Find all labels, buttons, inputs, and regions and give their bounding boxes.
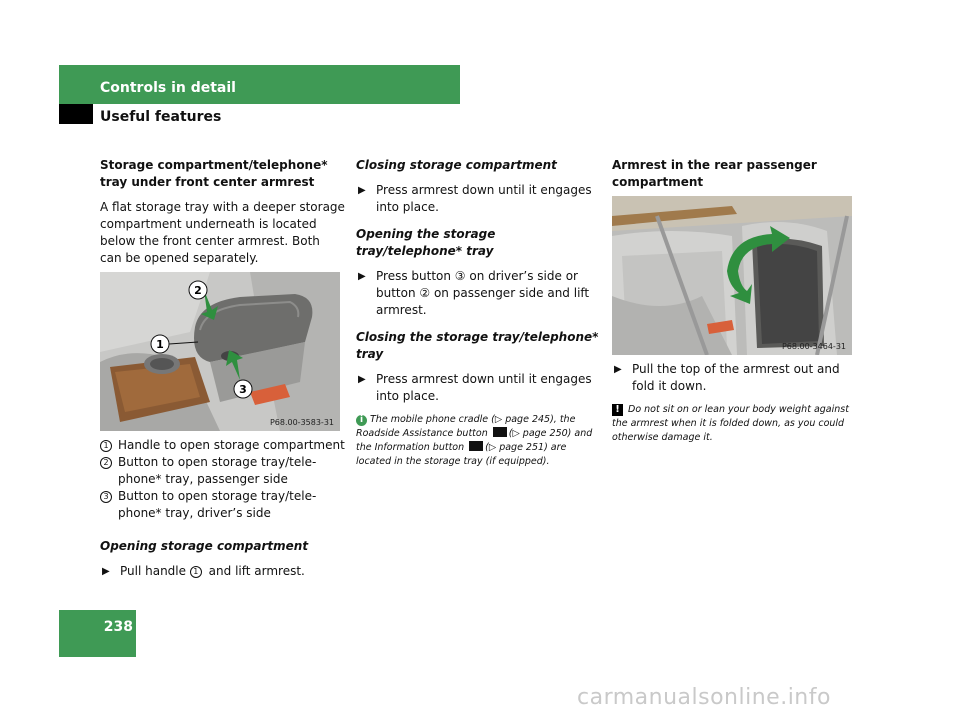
bullet-arrow-icon: ▶ [358,374,366,385]
legend-item: 1 Handle to open storage compartment [100,437,345,454]
column-right [612,157,857,191]
roadside-button-icon [493,427,507,437]
closing-tray-step: ▶ Press armrest down until it engages into place. [358,372,592,403]
image-label: P68.00-3583-31 [269,418,334,427]
warning-icon: ! [612,404,623,416]
opening-tray-heading: Opening the storage tray/telephone* tray [356,227,496,258]
legend-item: 2 Button to open storage tray/tele-phone* tray, passenger side [100,454,345,488]
closing-heading: Closing storage compartment [356,158,557,172]
svg-text:1: 1 [156,338,164,351]
page-number: 238 [103,619,133,635]
legend-list [100,437,345,580]
image-label: P68.00-3464-31 [781,342,846,351]
bullet-arrow-icon: ▶ [102,566,110,577]
rear-armrest-step: ▶ Pull the top of the armrest out and fold it down. [614,362,840,393]
rear-armrest-text [612,361,857,445]
info-icon: i [356,415,367,426]
rear-armrest-image [612,196,852,355]
opening-heading: Opening storage compartment [100,539,309,553]
closing-tray-heading: Closing the storage tray/telephone* tray [356,330,599,361]
legend-item: 3 Button to open storage tray/tele-phone* tray, driver’s side [100,488,345,522]
opening-tray-step: ▶ Press button ③ on driver’s side or button ② on passenger side and lift armrest. [358,269,590,317]
watermark: carmanualsonline.info [577,685,831,710]
front-armrest-image [100,272,340,431]
closing-step: ▶ Press armrest down until it engages into place. [358,183,592,214]
section-title: Controls in detail [100,80,236,96]
information-button-icon [469,441,483,451]
column-left [100,157,345,267]
opening-step: ▶ Pull handle 1 and lift armrest. [102,564,305,578]
svg-text:2: 2 [194,284,202,297]
storage-heading: Storage compartment/telephone* tray under front center armrest [100,158,328,189]
warning-note: ! Do not sit on or lean your body weight against the armrest when it is folded down, as you could otherwise damage it. [612,404,849,443]
info-note: i The mobile phone cradle (▷ page 245), the Roadside Assistance button (▷ page 250) and the Information button (▷ page 251) are located in the storage tray (if equipped). [356,414,593,467]
bullet-arrow-icon: ▶ [614,364,622,375]
storage-intro: A flat storage tray with a deeper storage compartment underneath is located below the front center armrest. Both can be opened separately. [100,200,345,265]
subsection-title: Useful features [100,109,222,125]
rear-armrest-heading: Armrest in the rear passenger compartment [612,158,817,189]
header-marker [59,104,93,124]
column-middle [356,157,601,469]
svg-text:3: 3 [239,383,247,396]
bullet-arrow-icon: ▶ [358,185,366,196]
bullet-arrow-icon: ▶ [358,271,366,282]
